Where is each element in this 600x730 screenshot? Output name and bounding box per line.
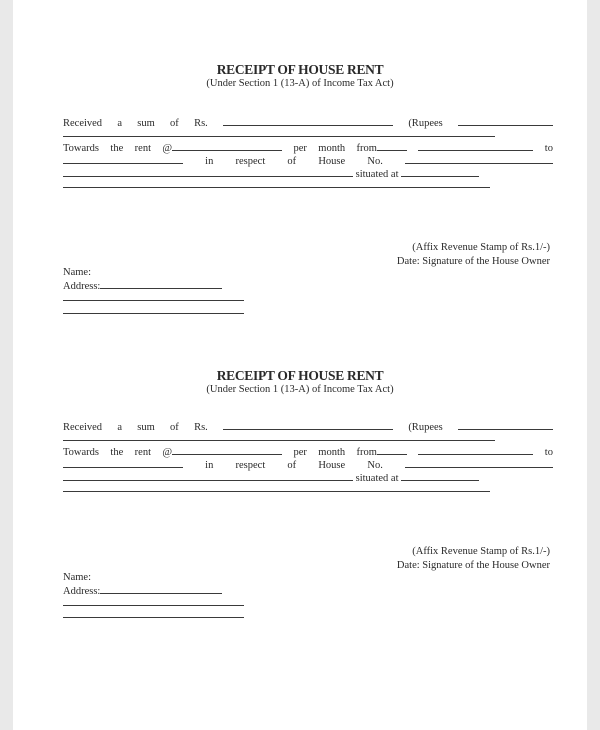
towards-rent-line: Towards the rent @ per month from to (63, 447, 553, 458)
house-no-line: in respect of House No. (63, 154, 553, 167)
rupees-words-field[interactable] (458, 420, 553, 430)
rupees-continuation-field[interactable] (63, 127, 495, 137)
owner-signature-label: Date: Signature of the House Owner (396, 560, 550, 571)
period-from-field[interactable] (418, 141, 533, 151)
address-line-3 (63, 608, 244, 621)
rupees-words-continuation (63, 431, 495, 444)
receipt-title: RECEIPT OF HOUSE RENT (216, 62, 384, 77)
amount-field[interactable] (223, 116, 393, 126)
received-sum-line: Received a sum of Rs. (Rupees (63, 420, 553, 433)
receipt-title: RECEIPT OF HOUSE RENT (216, 368, 384, 383)
situated-at-field[interactable] (401, 471, 479, 481)
name-label: Name: (63, 572, 91, 583)
receipt-subtitle: (Under Section 1 (13-A) of Income Tax Act) (206, 78, 394, 89)
house-no-line: in respect of House No. (63, 458, 553, 471)
address-field[interactable] (100, 279, 222, 289)
period-from-field[interactable] (418, 445, 533, 455)
owner-signature-label: Date: Signature of the House Owner (396, 256, 550, 267)
amount-field[interactable] (223, 420, 393, 430)
house-no-field[interactable] (405, 154, 553, 164)
rupees-words-field[interactable] (458, 116, 553, 126)
name-label: Name: (63, 267, 91, 278)
receipt-2 (13, 306, 587, 606)
situated-at-field[interactable] (401, 167, 479, 177)
house-no-continuation-field[interactable] (63, 471, 353, 481)
location-continuation-field[interactable] (63, 482, 490, 492)
document-page (13, 0, 587, 730)
house-no-continuation-field[interactable] (63, 167, 353, 177)
rupees-continuation-field[interactable] (63, 431, 495, 441)
address-line: Address: (63, 279, 222, 292)
received-sum-line: Received a sum of Rs. (Rupees (63, 116, 553, 129)
house-no-field[interactable] (405, 458, 553, 468)
revenue-stamp-note: (Affix Revenue Stamp of Rs.1/-) (412, 546, 550, 557)
location-continuation-field[interactable] (63, 178, 490, 188)
towards-rent-line: Towards the rent @ per month from to (63, 143, 553, 154)
address-line-2 (63, 291, 244, 304)
rupees-words-continuation (63, 127, 495, 140)
situated-line: situated at (63, 167, 479, 180)
revenue-stamp-note: (Affix Revenue Stamp of Rs.1/-) (412, 242, 550, 253)
address-continuation-line (63, 482, 490, 495)
rent-rate-field[interactable] (172, 141, 282, 151)
rent-rate-field[interactable] (172, 445, 282, 455)
address-continuation-line (63, 178, 490, 191)
receipt-1 (13, 0, 587, 300)
situated-line: situated at (63, 471, 479, 484)
address-field[interactable] (100, 584, 222, 594)
period-to-field[interactable] (63, 458, 183, 468)
receipt-subtitle: (Under Section 1 (13-A) of Income Tax Act) (206, 384, 394, 395)
address-line: Address: (63, 584, 222, 597)
period-to-field[interactable] (63, 154, 183, 164)
